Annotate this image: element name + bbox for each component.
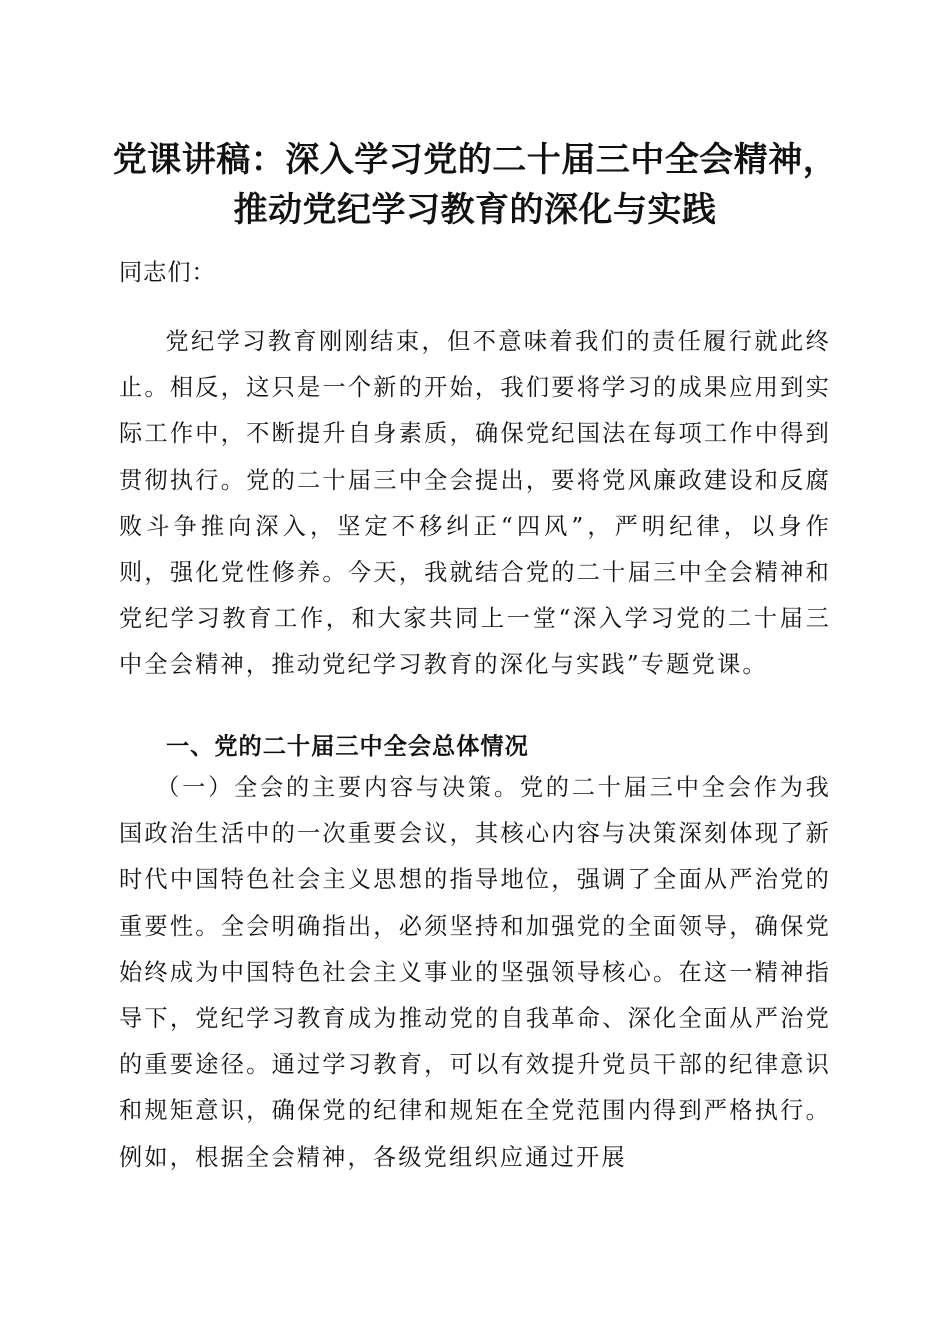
paragraph-section-1-1: （一）全会的主要内容与决策。党的二十届三中全会作为我国政治生活中的一次重要会议，其核心内容与决策深刻体现了新时代中国特色社会主义思想的指导地位，强调了全面从严治党的重要性。全会明确指出，必须坚持和加强党的全面领导，确保党始终成为中国特色社会主义事业的坚强领导核心。在这一精神指导下，党纪学习教育成为推动党的自我革命、深化全面从严治党的重要途径。通过学习教育，可以有效提升党员干部的纪律意识和规矩意识，确保党的纪律和规矩在全党范围内得到严格执行。例如，根据全会精神，各级党组织应通过开展 — [119, 774, 831, 1171]
document-title-line2: 推动党纪学习教育的深化与实践 — [233, 190, 717, 230]
paragraph-intro: 党纪学习教育刚刚结束，但不意味着我们的责任履行就此终止。相反，这只是一个新的开始，我们要将学习的成果应用到实际工作中，不断提升自身素质，确保党纪国法在每项工作中得到贯彻执行。党的二十届三中全会提出，要将党风廉政建设和反腐败斗争推向深入，坚定不移纠正“四风”，严明纪律，以身作则，强化党性修养。今天，我就结合党的二十届三中全会精神和党纪学习教育工作，和大家共同上一堂“深入学习党的二十届三中全会精神，推动党纪学习教育的深化与实践”专题党课。 — [119, 328, 831, 679]
section-heading-1: 一、党的二十届三中全会总体情况 — [166, 733, 529, 760]
document-title-line1: 党课讲稿：深入学习党的二十届三中全会精神， — [112, 140, 838, 180]
salutation: 同志们： — [119, 259, 216, 286]
